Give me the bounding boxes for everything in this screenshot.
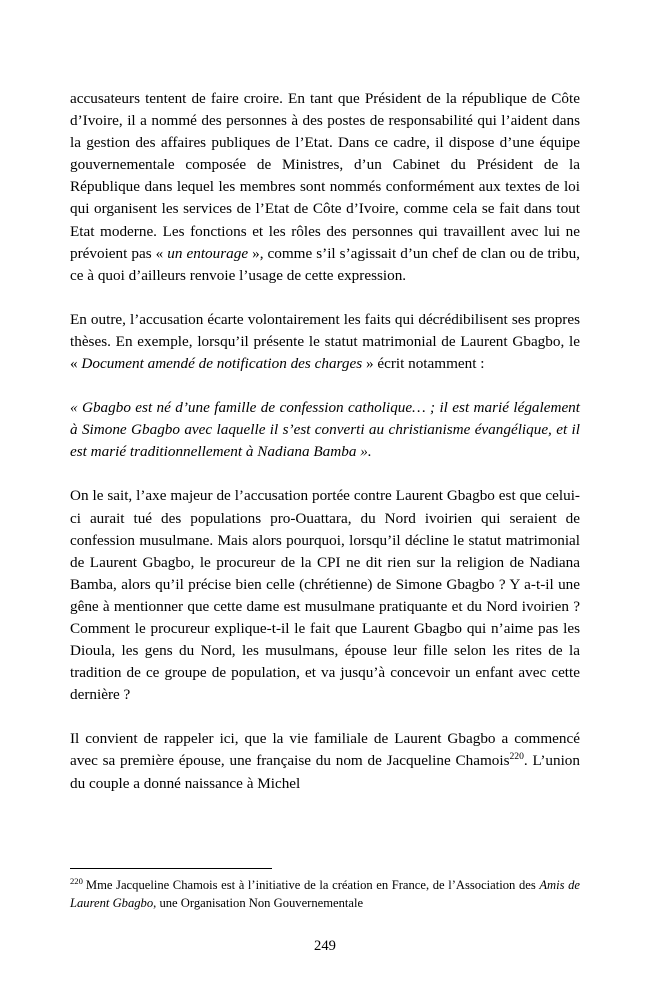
text-run-italic: Document amendé de notification des charges — [81, 355, 363, 373]
footnote-run: Mme Jacqueline Chamois est à l’initiative de la création en France, de l’Association des — [85, 878, 540, 892]
paragraph-1 — [70, 88, 580, 287]
footnote-entry — [70, 876, 580, 912]
footnote-number: 220 — [70, 875, 83, 886]
footnote-run: , une Organisation Non Gouvernementale — [153, 896, 364, 911]
page-number: 249 — [314, 938, 336, 954]
footnote-separator-rule — [70, 868, 272, 869]
footnote-run-italic: Amis de Laurent Gbagbo — [70, 878, 580, 911]
paragraph-2 — [70, 309, 580, 375]
text-run: Il convient de rappeler ici, que la vie familiale de Laurent Gbagbo a commencé avec sa première épouse, une française du nom de Jacqueline Chamois — [70, 730, 580, 770]
text-run-italic: un entourage — [167, 244, 249, 262]
text-run: » écrit notamment : — [362, 355, 485, 373]
block-quote-paragraph — [70, 397, 580, 463]
text-run: », comme s’il s’agissait d’un chef de clan ou de tribu, ce à quoi d’ailleurs renvoie l’usage de cette expression. — [70, 244, 580, 284]
text-run: En outre, l’accusation écarte volontairement les faits qui décrédibilisent ses propres thèses. En exemple, lorsqu’il présente le statut matrimonial de Laurent Gbagbo, le « — [70, 310, 580, 373]
footnote-reference-marker[interactable]: 220 — [509, 751, 524, 763]
page-body-text — [70, 88, 580, 795]
quote-text: « Gbagbo est né d’une famille de confession catholique… ; il est marié légalement à Simone Gbagbo avec laquelle il s’est converti au christianisme évangélique, et il est marié traditionnellement à Nadiana Bamba ». — [70, 399, 580, 461]
text-run: . L’union du couple a donné naissance à Michel — [70, 752, 580, 792]
paragraph-5 — [70, 728, 580, 794]
paragraph-4 — [70, 485, 580, 706]
text-run: On le sait, l’axe majeur de l’accusation portée contre Laurent Gbagbo est que celui-ci aurait tué des populations pro-Ouattara, du Nord ivoirien qui seraient de confession musulmane. Mais alors pourquoi, lorsqu’il décline le statut matrimonial de Laurent Gbagbo, le procureur de la CPI ne dit rien sur la religion de Nadiana Bamba, alors qu’il précise bien celle (chrétienne) de Simone Gbagbo ? Y a-t-il une gêne à mentionner que cette dame est musulmane pratiquante et du Nord ivoirien ? Comment le procureur explique-t-il le fait que Laurent Gbagbo qui n’aime pas les Dioula, les gens du Nord, les musulmans, épouse leur fille selon les rites de la tradition de ce groupe de population, et va jusqu’à concevoir un enfant avec cette dernière ? — [70, 487, 580, 704]
footnote-section — [70, 868, 580, 912]
text-run: accusateurs tentent de faire croire. En tant que Président de la république de Côte d’Ivoire, il a nommé des personnes à des postes de responsabilité qui l’aident dans la gestion des affaires publiques de l’Etat. Dans ce cadre, il dispose d’une équipe gouvernementale composée de Ministres, d’un Cabinet du Président de la République dans lequel les membres sont nommés conformément aux textes de loi qui organisent les services de l’Etat de Côte d’Ivoire, comme cela se fait dans tout Etat moderne. Les fonctions et les rôles des personnes qui travaillent avec lui ne prévoient pas « — [70, 90, 580, 262]
